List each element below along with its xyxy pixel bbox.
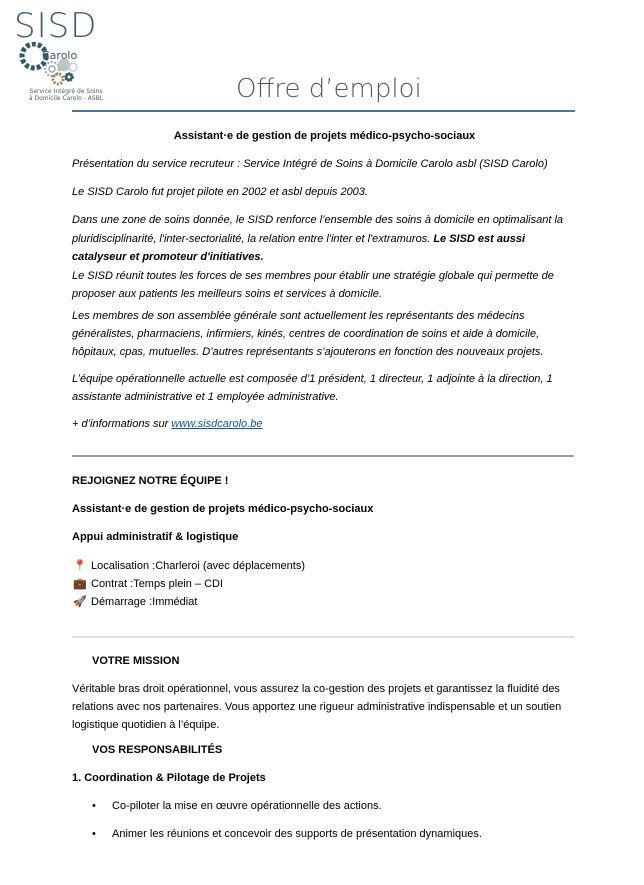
- meta-location-label: Localisation :: [91, 560, 156, 572]
- bullet-icon: •: [92, 828, 96, 840]
- members-paragraph: Les membres de son assemblée générale sont actuellement les représentants des médecins généralistes, pharmaciens, infirmiers, kinés, centres de coordination de soins et aide à domicile, hôpitaux, cpas, mutuelles. D’autres représentants s’ajouterons en fonction des nouveaux projets.: [72, 310, 544, 358]
- more-info-prefix: + d’informations sur: [72, 418, 172, 430]
- pin-icon: 📍: [73, 560, 87, 572]
- meta-contract: [72, 575, 577, 593]
- section-divider: [72, 636, 574, 638]
- sisd-logo: [6, 6, 116, 106]
- mission-paragraph: [72, 211, 577, 304]
- join-job-title: Assistant·e de gestion de projets médico-psycho-sociaux: [72, 503, 374, 515]
- join-subtitle: Appui administratif & logistique: [72, 531, 239, 543]
- more-info: [72, 415, 577, 433]
- meta-location-value: Charleroi (avec déplacements): [155, 560, 306, 572]
- logo-tagline: [6, 88, 126, 102]
- logo-brand: SISD: [14, 6, 98, 46]
- mission-text-bold: Le SISD est aussi catalyseur et promoteur d'initiatives.: [72, 232, 526, 263]
- mission-text: Véritable bras droit opérationnel, vous assurez la co-gestion des projets et garantissez la fluidité des relations avec nos partenaires. Vous apportez une rigueur administrative indispensable et un soutien logistique quotidien à l’équipe.: [72, 683, 562, 731]
- meta-start: [72, 593, 577, 611]
- rocket-icon: 🚀: [73, 596, 87, 608]
- mission-text: Dans une zone de soins donnée, le SISD renforce l’ensemble des soins à domicile en optimalisant la pluridisciplinarité, l'inter-sectorialité, la relation entre l'inter et l'extramuros.: [72, 214, 564, 245]
- website-link[interactable]: www.sisdcarolo.be: [171, 418, 263, 430]
- mission-heading: VOTRE MISSION: [92, 655, 180, 667]
- logo-tagline-line1: Service Intégré de Soins: [29, 88, 103, 95]
- document-title: Offre d’emploi: [236, 74, 422, 104]
- meta-start-label: Démarrage :: [91, 596, 153, 608]
- meta-contract-label: Contrat :: [91, 578, 134, 590]
- section-divider: [72, 455, 574, 457]
- recruiter-presentation: Présentation du service recruteur : Service Intégré de Soins à Domicile Carolo asbl (SISD Carolo): [72, 158, 548, 170]
- logo-tagline-line2: à Domicile Carolo - ASBL: [28, 95, 104, 102]
- bullet-icon: •: [92, 800, 96, 812]
- meta-location: [72, 557, 577, 575]
- responsibility-section-title: 1. Coordination & Pilotage de Projets: [72, 772, 266, 784]
- meta-start-value: Immédiat: [152, 596, 198, 608]
- history-paragraph: Le SISD Carolo fut projet pilote en 2002 et asbl depuis 2003.: [72, 186, 368, 198]
- briefcase-icon: 💼: [73, 578, 87, 590]
- strategy-text: Le SISD réunit toutes les forces de ses membres pour établir une stratégie globale qui permette de proposer aux patients les meilleurs soins et services à domicile.: [72, 269, 554, 300]
- intro-job-title: Assistant·e de gestion de projets médico-psycho-sociaux: [173, 130, 476, 142]
- meta-contract-value: Temps plein – CDI: [133, 578, 224, 590]
- title-divider: [72, 110, 575, 112]
- logo-sub-brand: Carolo: [42, 49, 78, 62]
- responsibilities-heading: VOS RESPONSABILITÉS: [92, 744, 223, 756]
- list-item-text: Animer les réunions et concevoir des supports de présentation dynamiques.: [112, 828, 482, 840]
- join-heading: REJOIGNEZ NOTRE ÉQUIPE !: [72, 475, 229, 487]
- list-item-text: Co-piloter la mise en œuvre opérationnelle des actions.: [112, 800, 382, 812]
- team-paragraph: L’équipe opérationnelle actuelle est composée d’1 président, 1 directeur, 1 adjointe à la direction, 1 assistante administrative et 1 employée administrative.: [72, 373, 553, 403]
